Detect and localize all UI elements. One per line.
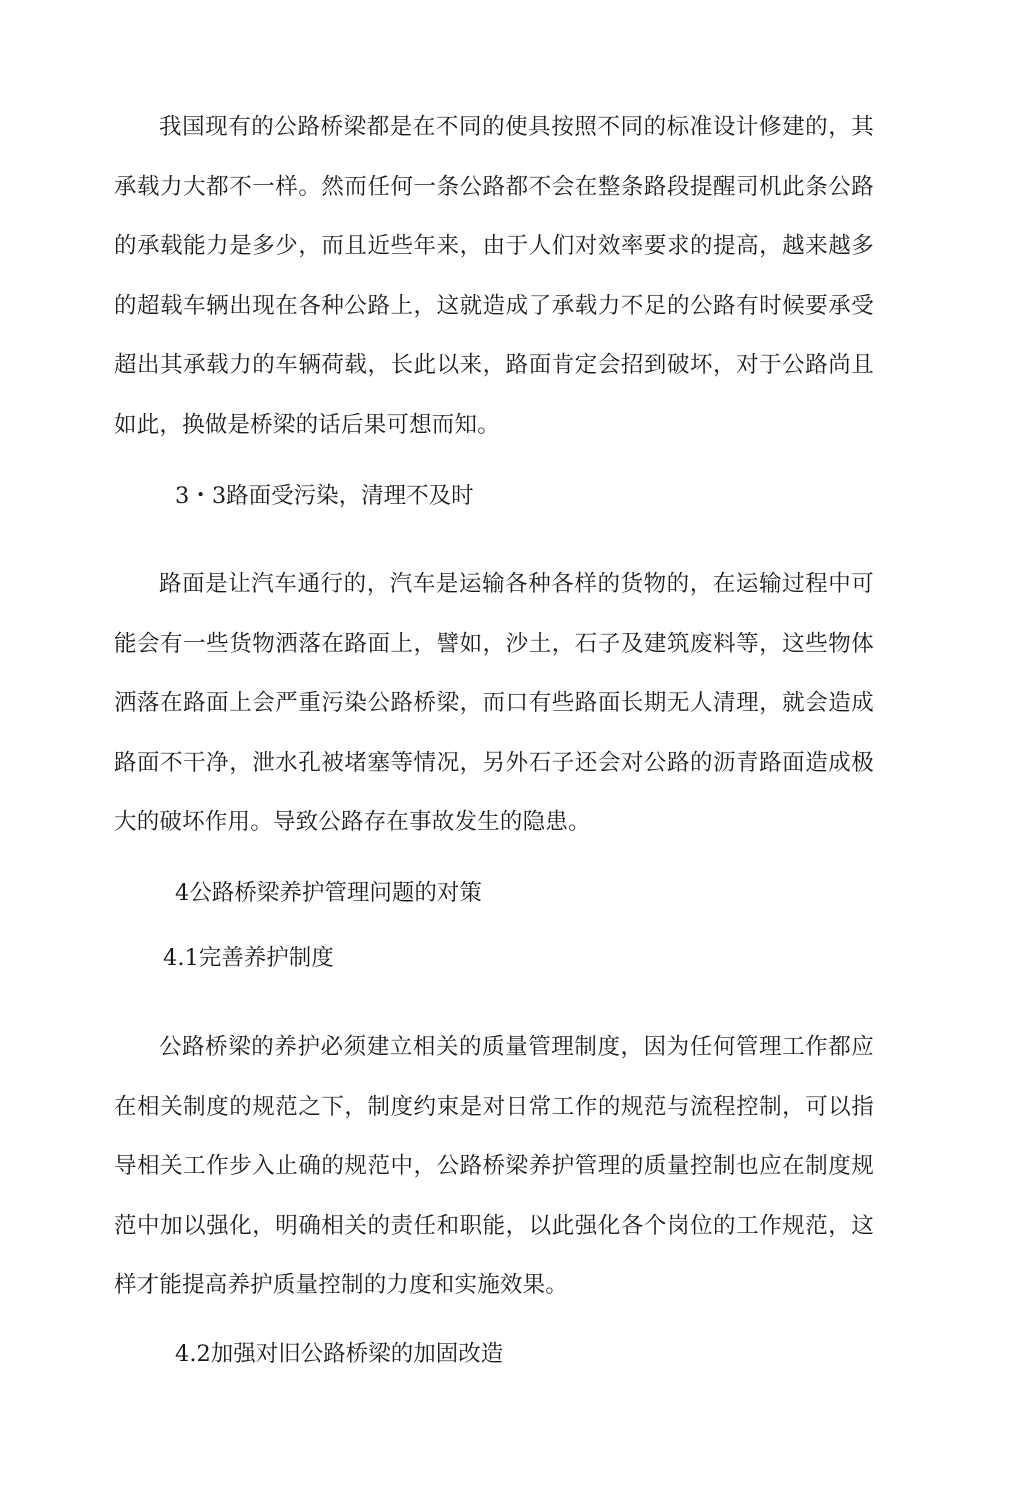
paragraph-maintenance-system: 公路桥梁的养护必须建立相关的质量管理制度，因为任何管理工作都应在相关制度的规范之下，制度约束是对日常工作的规范与流程控制，可以指导相关工作步入止确的规范中，公路桥梁养护管理的质量控制也应在制度规范中加以强化，明确相关的责任和职能，以此强化各个岗位的工作规范，这样才能提高养护质量控制的力度和实施效果。 [114, 1034, 874, 1299]
heading-3-3-road-pollution: 3・3路面受污染，清理不及时 [175, 483, 474, 509]
paragraph-bridge-load-capacity: 我国现有的公路桥梁都是在不同的使具按照不同的标准设计修建的，其承载力大都不一样。然而任何一条公路都不会在整条路段提醒司机此条公路的承载能力是多少，而且近些年来，由于人们对效率要求的提高，越来越多的超载车辆出现在各种公路上，这就造成了承载力不足的公路有时候要承受超出其承载力的车辆荷载，长此以来，路面肯定会招到破坏，对于公路尚且如此，换做是桥梁的话后果可想而知。 [114, 114, 874, 438]
heading-4-2-reinforcement: 4.2加强对旧公路桥梁的加固改造 [175, 1341, 504, 1367]
paragraph-road-pollution: 路面是让汽车通行的，汽车是运输各种各样的货物的，在运输过程中可能会有一些货物洒落在路面上，譬如，沙土，石子及建筑废料等，这些物体洒落在路面上会严重污染公路桥梁，而口有些路面长期无人清理，就会造成路面不干净，泄水孔被堵塞等情况，另外石子还会对公路的沥青路面造成极大的破坏作用。导致公路存在事故发生的隐患。 [114, 571, 874, 836]
heading-4-1-maintenance-system: 4.1完善养护制度 [163, 945, 334, 971]
heading-4-countermeasures: 4公路桥梁养护管理问题的对策 [175, 880, 482, 906]
